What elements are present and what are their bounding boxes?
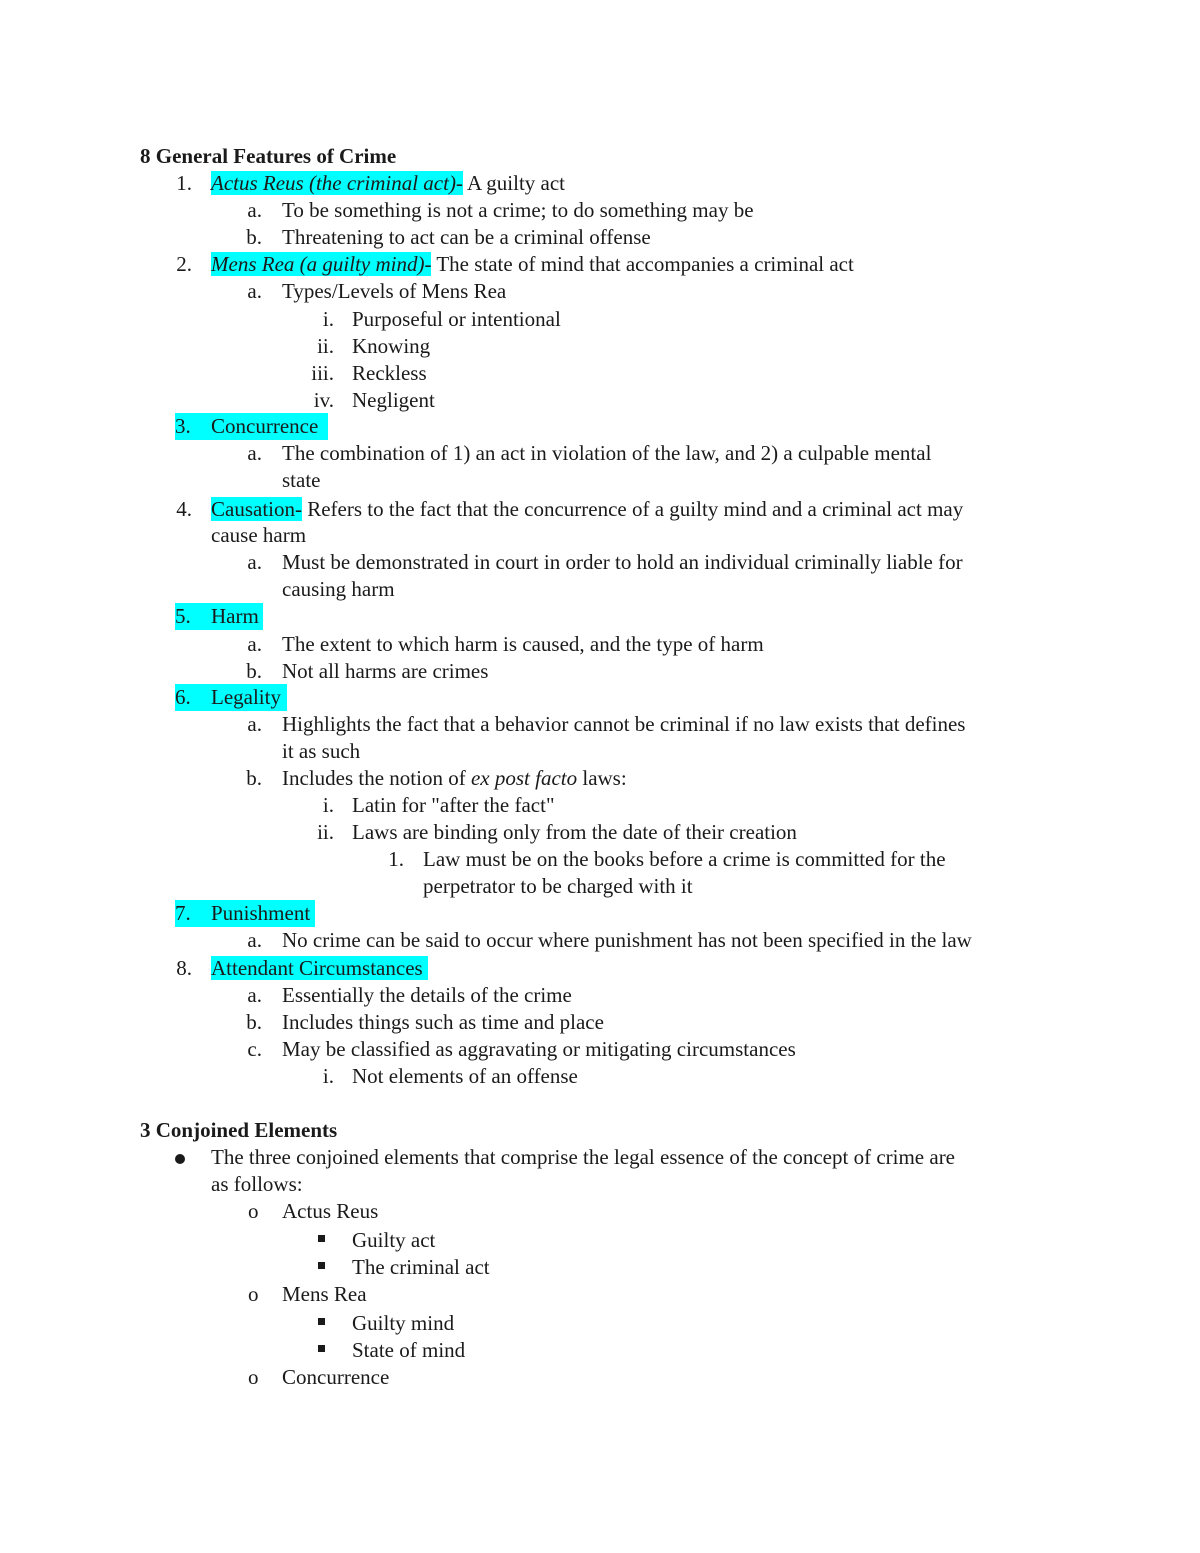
bullet-item: The three conjoined elements that comprise the legal essence of the concept of crime are	[211, 1145, 956, 1169]
square-bullet-icon	[318, 1262, 325, 1269]
sub-item: Threatening to act can be a criminal offense	[282, 225, 651, 249]
sub-sub-sub-item-continuation: perpetrator to be charged with it	[423, 874, 693, 898]
sub-item-continuation: causing harm	[282, 577, 395, 601]
list-number: 1.	[176, 171, 192, 195]
sub-letter: a.	[247, 983, 262, 1007]
highlighted-term: Causation-	[211, 497, 302, 521]
sub-item-continuation: it as such	[282, 739, 361, 763]
roman-numeral: iii.	[311, 361, 334, 385]
sub-sub-item: Negligent	[352, 388, 435, 412]
roman-numeral: i.	[322, 1064, 334, 1088]
section-heading-general-features: 8 General Features of Crime	[140, 144, 397, 168]
sub-letter: a.	[247, 712, 262, 736]
list-item-causation: Causation- Refers to the fact that the concurrence of a guilty mind and a criminal act may	[211, 497, 964, 521]
element-sub: State of mind	[352, 1338, 466, 1362]
element-sub: Guilty act	[352, 1228, 436, 1252]
sub-letter: b.	[246, 659, 262, 683]
section-heading-conjoined-elements: 3 Conjoined Elements	[140, 1118, 338, 1142]
sub-sub-item: Reckless	[352, 361, 427, 385]
bullet-dot-icon	[175, 1154, 185, 1164]
sub-item: Not all harms are crimes	[282, 659, 489, 683]
list-item-continuation: cause harm	[211, 523, 307, 547]
sub-item-continuation: state	[282, 468, 321, 492]
roman-numeral: ii.	[317, 334, 334, 358]
sub-item: Includes things such as time and place	[282, 1010, 604, 1034]
sub-letter: b.	[246, 1010, 262, 1034]
list-item-harm: 5. Harm	[175, 603, 263, 630]
sub-sub-item: Latin for "after the fact"	[352, 793, 555, 817]
circle-bullet-icon: o	[248, 1199, 259, 1223]
list-item-actus-reus: Actus Reus (the criminal act)- A guilty act	[211, 171, 566, 195]
list-item-attendant-circumstances	[211, 955, 428, 982]
roman-numeral: i.	[322, 793, 334, 817]
sub-sub-item: Laws are binding only from the date of their creation	[352, 820, 797, 844]
sub-letter: a.	[247, 279, 262, 303]
bullet-item-continuation: as follows:	[211, 1172, 303, 1196]
sub-item: Highlights the fact that a behavior cannot be criminal if no law exists that defines	[282, 712, 966, 736]
sub-letter: a.	[247, 632, 262, 656]
sub-item: Must be demonstrated in court in order to hold an individual criminally liable for	[282, 550, 963, 574]
sub-sub-item: Purposeful or intentional	[352, 307, 561, 331]
roman-numeral: i.	[322, 307, 334, 331]
highlighted-term: Actus Reus (the criminal act)-	[211, 171, 463, 195]
arabic-subnumber: 1.	[388, 847, 404, 871]
sub-item: To be something is not a crime; to do something may be	[282, 198, 754, 222]
sub-item: The extent to which harm is caused, and the type of harm	[282, 632, 764, 656]
square-bullet-icon	[318, 1318, 325, 1325]
sub-sub-sub-item: Law must be on the books before a crime is committed for the	[423, 847, 946, 871]
sub-letter: b.	[246, 766, 262, 790]
sub-letter: b.	[246, 225, 262, 249]
circle-bullet-icon: o	[248, 1365, 259, 1389]
sub-letter: a.	[247, 441, 262, 465]
sub-item: The combination of 1) an act in violation of the law, and 2) a culpable mental	[282, 441, 932, 465]
list-item-mens-rea: Mens Rea (a guilty mind)- The state of mind that accompanies a criminal act	[211, 252, 854, 276]
roman-numeral: ii.	[317, 820, 334, 844]
sub-letter: a.	[247, 550, 262, 574]
element-sub: The criminal act	[352, 1255, 490, 1279]
list-item-concurrence: 3. Concurrence	[175, 413, 328, 440]
list-item-legality: 6. Legality	[175, 684, 287, 711]
sub-item: May be classified as aggravating or mitigating circumstances	[282, 1037, 796, 1061]
square-bullet-icon	[318, 1345, 325, 1352]
sub-item: Types/Levels of Mens Rea	[282, 279, 507, 303]
element-mens-rea: Mens Rea	[282, 1282, 367, 1306]
sub-item: Essentially the details of the crime	[282, 983, 572, 1007]
sub-item: No crime can be said to occur where punishment has not been specified in the law	[282, 928, 972, 952]
list-number: 2.	[176, 252, 192, 276]
sub-letter: a.	[247, 198, 262, 222]
sub-letter: c.	[247, 1037, 262, 1061]
circle-bullet-icon: o	[248, 1282, 259, 1306]
sub-sub-item: Not elements of an offense	[352, 1064, 578, 1088]
square-bullet-icon	[318, 1235, 325, 1242]
list-number: 4.	[176, 497, 192, 521]
roman-numeral: iv.	[313, 388, 334, 412]
element-actus-reus: Actus Reus	[282, 1199, 379, 1223]
sub-sub-item: Knowing	[352, 334, 431, 358]
element-concurrence: Concurrence	[282, 1365, 390, 1389]
list-number: 8.	[176, 956, 192, 980]
sub-letter: a.	[247, 928, 262, 952]
element-sub: Guilty mind	[352, 1311, 455, 1335]
list-item-punishment: 7. Punishment	[175, 900, 315, 927]
highlighted-term: Attendant Circumstances	[211, 956, 428, 980]
highlighted-term: Mens Rea (a guilty mind)-	[211, 252, 432, 276]
sub-item-ex-post-facto: Includes the notion of ex post facto laws:	[282, 766, 627, 790]
